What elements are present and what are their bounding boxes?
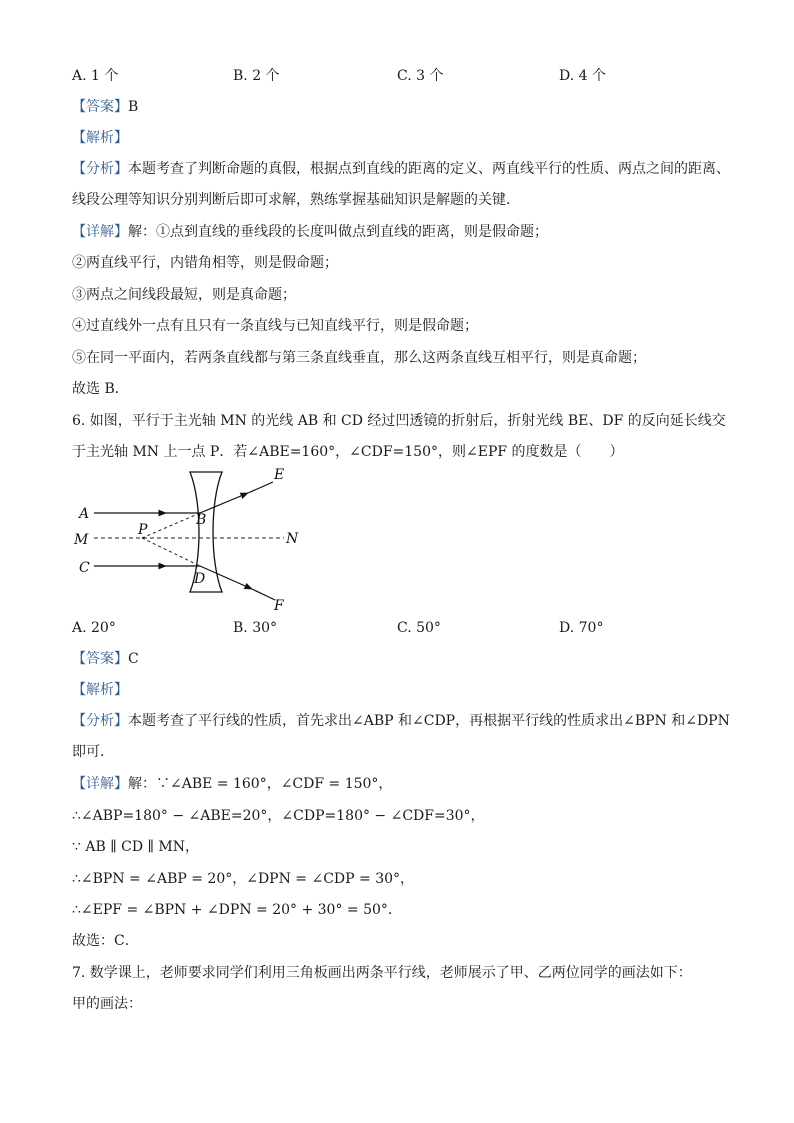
q5-option-a[interactable]: A. 1 个 [72, 68, 119, 84]
q6-fenxi-label: 【分析】 [72, 713, 128, 729]
q6-option-c[interactable]: C. 50° [397, 620, 441, 636]
q5-analysis-label: 【解析】 [72, 130, 128, 146]
q6-fenxi-text-1: 本题考查了平行线的性质，首先求出∠ABP 和∠CDP，再根据平行线的性质求出∠BPN 和∠DPN [128, 713, 730, 729]
ray-df-arrow [200, 566, 252, 589]
q5-conclusion: 故选 B． [72, 381, 129, 397]
q5-detail-line-4: ④过直线外一点有且只有一条直线与已知直线平行，则是假命题； [72, 318, 478, 334]
q5-detail-line-3: ③两点之间线段最短，则是真命题； [72, 287, 296, 303]
label-b: B [196, 512, 207, 528]
extension-pd [142, 538, 200, 566]
q6-option-d[interactable]: D. 70° [559, 620, 604, 636]
q6-option-a[interactable]: A. 20° [72, 620, 116, 636]
q7-stem: 7. 数学课上，老师要求同学们利用三角板画出两条平行线，老师展示了甲、乙两位同学的画法如下： [72, 965, 692, 981]
q6-answer: C [128, 651, 139, 667]
q6-detail-line-3: ∵ AB ∥ CD ∥ MN， [72, 839, 200, 855]
ray-be [248, 482, 273, 493]
q5-answer-label: 【答案】 [72, 99, 128, 115]
label-c: C [79, 560, 90, 576]
q6-answer-label: 【答案】 [72, 651, 128, 667]
ray-df [252, 589, 275, 600]
q6-detail-line-4: ∴∠BPN = ∠ABP = 20°，∠DPN = ∠CDP = 30°， [72, 871, 415, 887]
q5-option-d[interactable]: D. 4 个 [559, 68, 606, 84]
extension-pb [142, 513, 200, 538]
q6-stem-line-2: 于主光轴 MN 上一点 P．若∠ABE=160°，∠CDF=150°，则∠EPF 的度数是（ ） [72, 444, 624, 460]
q6-analysis-label: 【解析】 [72, 682, 128, 698]
q5-option-b[interactable]: B. 2 个 [233, 68, 280, 84]
q7-sub-heading: 甲的画法： [72, 996, 142, 1012]
label-f: F [274, 598, 284, 614]
q6-detail-text-1: 解：∵∠ABE = 160°，∠CDF = 150°， [128, 776, 393, 792]
q6-detail-label: 【详解】 [72, 776, 128, 792]
q5-fenxi-line-2: 线段公理等知识分别判断后即可求解，熟练掌握基础知识是解题的关键． [72, 192, 520, 208]
label-a: A [79, 506, 90, 522]
q6-stem-line-1: 6. 如图，平行于主光轴 MN 的光线 AB 和 CD 经过凹透镜的折射后，折射光线 BE、DF 的反向延长线交 [72, 413, 726, 429]
concave-lens-diagram [70, 462, 330, 617]
q5-answer: B [128, 99, 139, 115]
q5-answer-line [72, 97, 138, 117]
q6-option-b[interactable]: B. 30° [233, 620, 278, 636]
ray-be-arrow [200, 493, 248, 513]
q5-fenxi-text-1: 本题考查了判断命题的真假，根据点到直线的距离的定义、两直线平行的性质、两点之间的距离、 [128, 161, 730, 177]
q5-detail-line-2: ②两直线平行，内错角相等，则是假命题； [72, 255, 338, 271]
q5-detail-label: 【详解】 [72, 224, 128, 240]
label-n: N [286, 531, 299, 547]
q6-detail-line-2: ∴∠ABP=180° − ∠ABE=20°，∠CDP=180° − ∠CDF=30°， [72, 808, 485, 824]
q5-detail-line-5: ⑤在同一平面内，若两条直线都与第三条直线垂直，那么这两条直线互相平行，则是真命题； [72, 350, 646, 366]
q5-detail-line-1 [72, 222, 548, 242]
label-d: D [194, 571, 206, 587]
label-m: M [74, 532, 89, 548]
q5-options [72, 66, 732, 86]
q6-conclusion: 故选：C． [72, 933, 139, 949]
q5-detail-text-1: 解：①点到直线的垂线段的长度叫做点到直线的距离，则是假命题； [128, 224, 548, 240]
q5-fenxi-line-1 [72, 159, 730, 179]
q6-fenxi-line-1 [72, 711, 730, 731]
q6-fenxi-line-2: 即可． [72, 744, 114, 760]
q5-option-c[interactable]: C. 3 个 [397, 68, 444, 84]
q6-detail-line-5: ∴∠EPF = ∠BPN + ∠DPN = 20° + 30° = 50°． [72, 902, 402, 918]
q6-answer-line [72, 649, 139, 669]
q5-fenxi-label: 【分析】 [72, 161, 128, 177]
q6-options [72, 618, 732, 638]
label-e: E [274, 467, 285, 483]
label-p: P [138, 522, 148, 538]
q6-detail-line-1 [72, 774, 392, 794]
